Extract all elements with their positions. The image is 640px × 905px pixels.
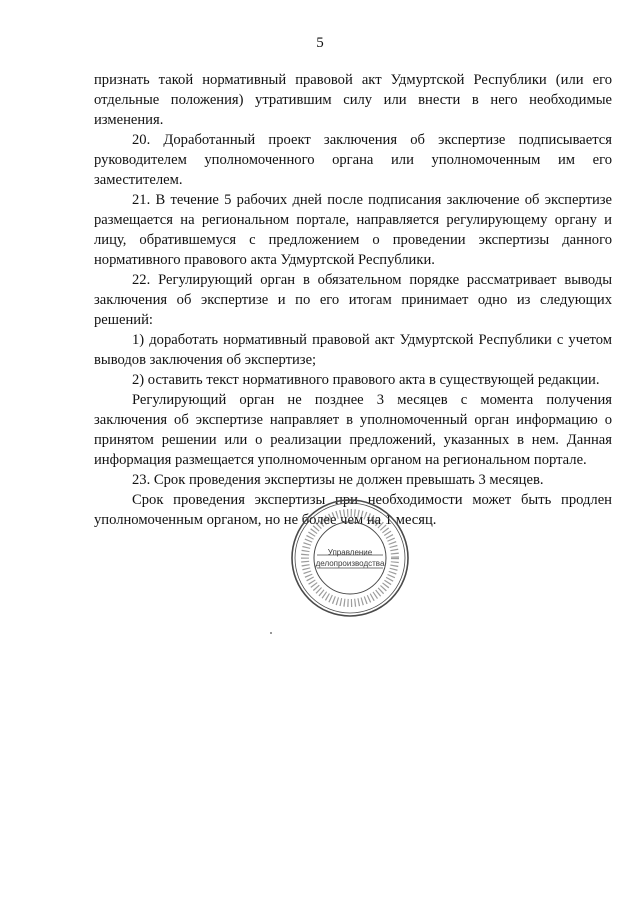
document-body (94, 70, 612, 530)
stamp-text-line-1: Управление (327, 548, 373, 557)
official-stamp (289, 497, 411, 619)
page-number: 5 (316, 35, 324, 51)
stamp-text-line-2: делопроизводства (315, 559, 385, 568)
paragraph-regulator-deadline: Регулирующий орган не позднее 3 месяцев с момента получения заключения об экспертизе направляет в уполномоченный орган информацию о принятом решении или о реализации предложений, указанных в нем. Данная информация размещается уполномоченным органом на региональном портале. (94, 392, 612, 468)
scan-speck (270, 632, 272, 634)
stamp-seal-icon (289, 497, 411, 619)
paragraph-23: 23. Срок проведения экспертизы не должен превышать 3 месяцев. (132, 472, 544, 488)
paragraph-23-extension: Срок проведения экспертизы при необходимости может быть продлен уполномоченным органом, но не более чем на 1 месяц. (94, 492, 612, 528)
paragraph-22: 22. Регулирующий орган в обязательном порядке рассматривает выводы заключения об экспертизе и по его итогам принимает одно из следующих решений: (94, 272, 612, 328)
paragraph-22-option-2: 2) оставить текст нормативного правового акта в существующей редакции. (132, 372, 600, 388)
paragraph-22-option-1: 1) доработать нормативный правовой акт Удмуртской Республики с учетом выводов заключения об экспертизе; (94, 332, 612, 368)
paragraph-20: 20. Доработанный проект заключения об экспертизе подписывается руководителем уполномоченного органа или уполномоченным им его заместителем. (94, 132, 612, 188)
paragraph-continuation: признать такой нормативный правовой акт Удмуртской Республики (или его отдельные положения) утратившим силу или внести в него необходимые изменения. (94, 72, 612, 128)
paragraph-21: 21. В течение 5 рабочих дней после подписания заключение об экспертизе размещается на региональном портале, направляется регулирующему органу и лицу, обратившемуся с предложением о проведении экспертизы данного нормативного правового акта Удмуртской Республики. (94, 192, 612, 268)
